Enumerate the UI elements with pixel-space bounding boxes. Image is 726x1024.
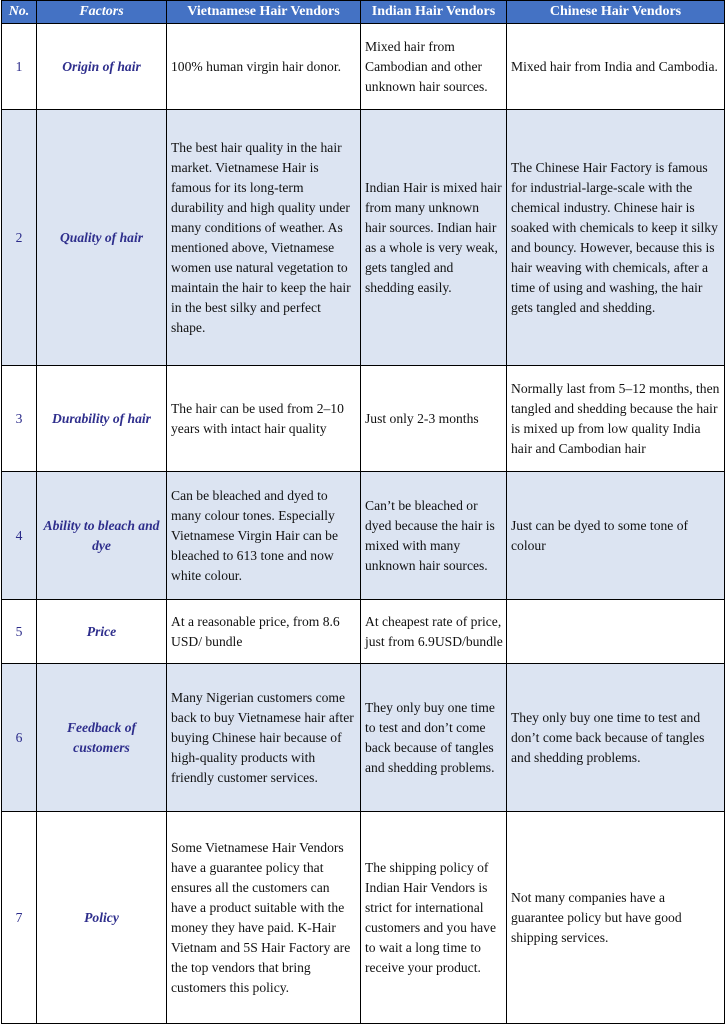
- chinese-cell: Not many companies have a guarantee policy but have good shipping services.: [507, 812, 725, 1024]
- chinese-cell: The Chinese Hair Factory is famous for industrial-large-scale with the chemical industry. Chinese hair is soaked with chemicals to keep it silky and bouncy. However, because this is hair weaving with chemicals, after a time of using and washing, the hair gets tangled and shedding.: [507, 110, 725, 366]
- factor-label: Policy: [37, 812, 167, 1024]
- header-indian-vendors: Indian Hair Vendors: [361, 1, 507, 24]
- table-row: [2, 110, 725, 366]
- indian-cell: Indian Hair is mixed hair from many unknown hair sources. Indian hair as a whole is very weak, gets tangled and shedding easily.: [361, 110, 507, 366]
- chinese-cell: Normally last from 5–12 months, then tangled and shedding because the hair is mixed up from low quality India hair and Cambodian hair: [507, 366, 725, 472]
- chinese-cell: Mixed hair from India and Cambodia.: [507, 24, 725, 110]
- table-row: [2, 24, 725, 110]
- table-row: [2, 366, 725, 472]
- hair-vendors-comparison-table: [1, 0, 725, 1024]
- row-number: 4: [2, 472, 37, 600]
- vietnamese-cell: The hair can be used from 2–10 years with intact hair quality: [167, 366, 361, 472]
- indian-cell: Just only 2-3 months: [361, 366, 507, 472]
- header-vietnamese-vendors: Vietnamese Hair Vendors: [167, 1, 361, 24]
- indian-cell: Mixed hair from Cambodian and other unknown hair sources.: [361, 24, 507, 110]
- vietnamese-cell: 100% human virgin hair donor.: [167, 24, 361, 110]
- chinese-cell: [507, 600, 725, 664]
- indian-cell: They only buy one time to test and don’t come back because of tangles and shedding problems.: [361, 664, 507, 812]
- indian-cell: At cheapest rate of price, just from 6.9USD/bundle: [361, 600, 507, 664]
- indian-cell: The shipping policy of Indian Hair Vendors is strict for international customers and you have to wait a long time to receive your product.: [361, 812, 507, 1024]
- factor-label: Ability to bleach and dye: [37, 472, 167, 600]
- header-no: No.: [2, 1, 37, 24]
- header-chinese-vendors: Chinese Hair Vendors: [507, 1, 725, 24]
- row-number: 3: [2, 366, 37, 472]
- table-row: [2, 812, 725, 1024]
- vietnamese-cell: At a reasonable price, from 8.6 USD/ bundle: [167, 600, 361, 664]
- header-factors: Factors: [37, 1, 167, 24]
- row-number: 1: [2, 24, 37, 110]
- row-number: 5: [2, 600, 37, 664]
- factor-label: Feedback of customers: [37, 664, 167, 812]
- factor-label: Price: [37, 600, 167, 664]
- vietnamese-cell: The best hair quality in the hair market. Vietnamese Hair is famous for its long-term durability and high quality under many conditions of weather. As mentioned above, Vietnamese women use natural vegetation to maintain the hair to keep the hair in the best silky and perfect shape.: [167, 110, 361, 366]
- factor-label: Durability of hair: [37, 366, 167, 472]
- vietnamese-cell: Many Nigerian customers come back to buy Vietnamese hair after buying Chinese hair because of high-quality products with friendly customer services.: [167, 664, 361, 812]
- factor-label: Origin of hair: [37, 24, 167, 110]
- chinese-cell: They only buy one time to test and don’t come back because of tangles and shedding problems.: [507, 664, 725, 812]
- table-row: [2, 600, 725, 664]
- vietnamese-cell: Some Vietnamese Hair Vendors have a guarantee policy that ensures all the customers can have a product suitable with the money they have paid. K-Hair Vietnam and 5S Hair Factory are the top vendors that bring customers this policy.: [167, 812, 361, 1024]
- row-number: 7: [2, 812, 37, 1024]
- row-number: 2: [2, 110, 37, 366]
- table-row: [2, 472, 725, 600]
- chinese-cell: Just can be dyed to some tone of colour: [507, 472, 725, 600]
- header-row: [2, 1, 725, 24]
- indian-cell: Can’t be bleached or dyed because the hair is mixed with many unknown hair sources.: [361, 472, 507, 600]
- table-row: [2, 664, 725, 812]
- row-number: 6: [2, 664, 37, 812]
- vietnamese-cell: Can be bleached and dyed to many colour tones. Especially Vietnamese Virgin Hair can be bleached to 613 tone and now white colour.: [167, 472, 361, 600]
- factor-label: Quality of hair: [37, 110, 167, 366]
